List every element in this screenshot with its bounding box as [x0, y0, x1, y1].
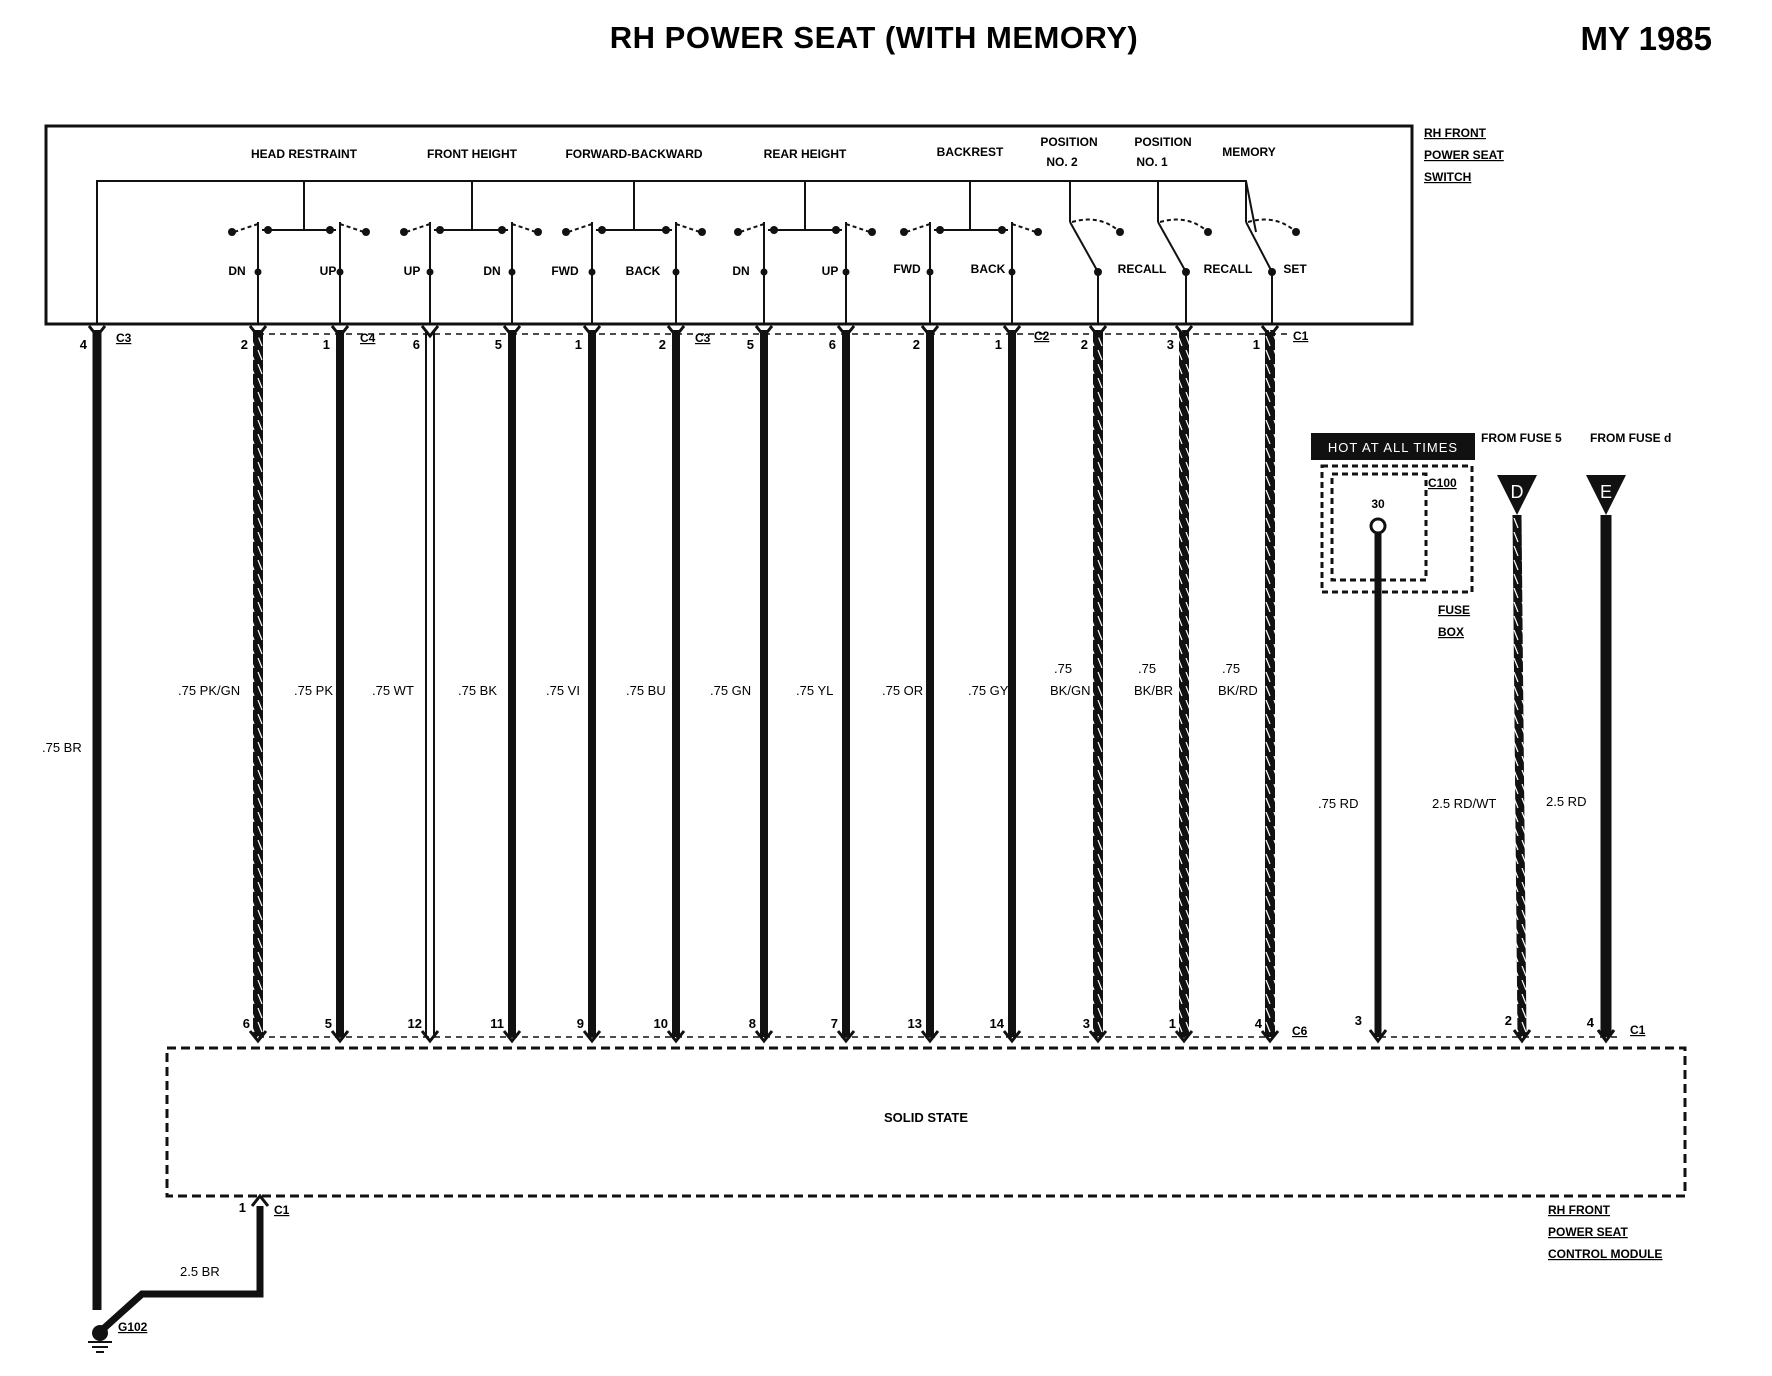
control-module-label: [1548, 1203, 1662, 1261]
ground-module-connector: C1: [274, 1203, 290, 1217]
wire-11-label: .75 GY: [968, 683, 1009, 698]
recall-label-1: RECALL: [1203, 262, 1253, 276]
wire-10-top-pin: 2: [912, 337, 920, 352]
wire-1-top-pin: 4: [79, 337, 87, 352]
dir-label-head-up: UP: [319, 264, 337, 278]
fuse-terminal-30: 30: [1371, 497, 1385, 511]
bottom-pin-power-4: 4: [1586, 1015, 1594, 1030]
wire-7-label: .75 BU: [626, 683, 666, 698]
wire-14: [1218, 326, 1278, 1041]
wire-11-bottom-pin: 14: [989, 1016, 1004, 1031]
ground-wire-label: 2.5 BR: [180, 1264, 220, 1279]
wire-4-top-pin: 6: [412, 337, 420, 352]
wire-label-power-rd-wt: 2.5 RD/WT: [1432, 796, 1497, 811]
top-connector-c1: C1: [1293, 329, 1309, 343]
position-1-label-line-1: POSITION: [1134, 135, 1192, 149]
switch-label-line-1: RH FRONT: [1424, 126, 1486, 140]
wire-9: [796, 326, 854, 1041]
ground-point: [92, 1325, 108, 1341]
bottom-connector-c1: C1: [1630, 1023, 1646, 1037]
wire-2-bottom-pin: 6: [242, 1016, 250, 1031]
top-connector-c3-left: C3: [116, 331, 132, 345]
wire-13-top-pin: 3: [1166, 337, 1174, 352]
wire-4-bottom-pin: 12: [407, 1016, 422, 1031]
switch-label-line-2: POWER SEAT: [1424, 148, 1504, 162]
wire-13-label-line-2: BK/BR: [1134, 683, 1174, 698]
top-connector-c4: C4: [360, 331, 376, 345]
top-connector-c3: C3: [695, 331, 711, 345]
wire-4-bottom-terminal: [422, 1031, 438, 1041]
switch-pair-5: [900, 181, 1042, 324]
wire-7: [626, 326, 684, 1041]
wire-13-bottom-pin: 1: [1168, 1016, 1176, 1031]
wire-12-top-pin: 2: [1080, 337, 1088, 352]
wire-8-bottom-pin: 8: [748, 1016, 756, 1031]
wire-13-label-line-1: .75: [1138, 661, 1157, 676]
group-label-head-restraint: HEAD RESTRAINT: [250, 147, 358, 161]
wire-6-bottom-pin: 9: [576, 1016, 584, 1031]
wire-6-label: .75 VI: [546, 683, 580, 698]
wire-5: [458, 326, 520, 1041]
wire-12-bottom-pin: 3: [1082, 1016, 1090, 1031]
wire-3: [294, 326, 348, 1041]
fuse-d-letter: D: [1510, 482, 1524, 502]
group-label-backrest: BACKREST: [936, 145, 1004, 159]
control-module-label-line-2: POWER SEAT: [1548, 1225, 1628, 1239]
bottom-connector-c6: C6: [1292, 1024, 1308, 1038]
recall-label-2: RECALL: [1117, 262, 1167, 276]
wire-12: [1050, 326, 1106, 1041]
switch-label: [1424, 126, 1504, 184]
from-fuse-5-label: FROM FUSE 5: [1481, 431, 1562, 445]
ground-module-pin: 1: [238, 1200, 246, 1215]
control-module-label-line-1: RH FRONT: [1548, 1203, 1610, 1217]
fuse-box-label-line-1: FUSE: [1438, 603, 1471, 617]
wire-11: [968, 326, 1020, 1041]
from-fuse-d-label: FROM FUSE d: [1590, 431, 1672, 445]
memory-switch-3: [1246, 181, 1300, 324]
wire-13: [1134, 326, 1192, 1041]
dir-label-head-dn: DN: [228, 264, 246, 278]
position-1-label-line-2: NO. 1: [1136, 155, 1168, 169]
memory-switch-2: [1158, 181, 1212, 324]
wire-14-top-pin: 1: [1252, 337, 1260, 352]
wire-6: [546, 326, 600, 1041]
group-label-forward-backward: FORWARD-BACKWARD: [565, 147, 703, 161]
switch-pair-1: [228, 181, 370, 324]
wire-14-label-line-2: BK/RD: [1218, 683, 1258, 698]
wire-3-top-pin: 1: [322, 337, 330, 352]
group-label-rear-height: REAR HEIGHT: [763, 147, 847, 161]
switch-pairs: [228, 181, 1042, 324]
dir-label-front-dn: DN: [483, 264, 501, 278]
switch-pair-2: [400, 181, 542, 324]
group-label-front-height: FRONT HEIGHT: [427, 147, 517, 161]
set-label: SET: [1283, 262, 1307, 276]
wire-5-top-pin: 5: [494, 337, 502, 352]
wire-9-top-pin: 6: [828, 337, 836, 352]
ground-name: G102: [118, 1320, 148, 1334]
wire-8-label: .75 GN: [710, 683, 752, 698]
memory-switch-1: [1070, 181, 1124, 324]
wire-5-label: .75 BK: [458, 683, 498, 698]
bottom-pin-power-2: 2: [1504, 1013, 1512, 1028]
wire-10: [882, 326, 938, 1041]
wire-8-top-pin: 5: [746, 337, 754, 352]
dir-label-fwd: FWD: [551, 264, 579, 278]
wire-3-bottom-pin: 5: [324, 1016, 332, 1031]
wire-14-bottom-pin: 4: [1254, 1016, 1262, 1031]
switch-pair-4: [734, 181, 876, 324]
fuse-terminal-circle: [1371, 519, 1385, 533]
wire-9-label: .75 YL: [796, 683, 834, 698]
wire-9-bottom-pin: 7: [830, 1016, 838, 1031]
wire-6-top-pin: 1: [574, 337, 582, 352]
memory-switches: [1070, 181, 1300, 324]
dir-label-backrest-back: BACK: [970, 262, 1006, 276]
switch-label-line-3: SWITCH: [1424, 170, 1472, 184]
position-2-label-line-1: POSITION: [1040, 135, 1098, 149]
dir-label-rear-dn: DN: [732, 264, 750, 278]
power-wire-rd-wt: [1517, 515, 1522, 1037]
wire-11-top-pin: 1: [994, 337, 1002, 352]
dir-label-back: BACK: [625, 264, 661, 278]
wire-1: [80, 326, 105, 1310]
wire-8: [710, 326, 772, 1041]
switch-pair-3: [562, 181, 706, 324]
wire-14-label-line-1: .75: [1222, 661, 1241, 676]
wire-10-bottom-pin: 13: [907, 1016, 922, 1031]
wire-2-label: .75 PK/GN: [178, 683, 241, 698]
wire-12-label-line-1: .75: [1054, 661, 1073, 676]
wire-2-top-pin: 2: [240, 337, 248, 352]
control-module-center-label: SOLID STATE: [883, 1110, 969, 1125]
wire-4-label: .75 WT: [372, 683, 414, 698]
wire-7-bottom-pin: 10: [653, 1016, 668, 1031]
wires: [80, 326, 1278, 1310]
wire-label-ground-br: .75 BR: [42, 740, 82, 755]
dir-label-front-up: UP: [403, 264, 421, 278]
wire-label-power-rd: .75 RD: [1318, 796, 1359, 811]
top-connector-c2: C2: [1034, 329, 1050, 343]
wire-7-top-pin: 2: [658, 337, 666, 352]
fuse-connector-c100: C100: [1428, 476, 1457, 490]
memory-label: MEMORY: [1222, 145, 1276, 159]
hot-at-all-times-label: HOT AT ALL TIMES: [1327, 440, 1459, 455]
fuse-box-label-line-2: BOX: [1438, 625, 1465, 639]
wire-10-label: .75 OR: [882, 683, 924, 698]
wire-12-label-line-2: BK/GN: [1050, 683, 1091, 698]
diagram-title: RH POWER SEAT (WITH MEMORY): [609, 20, 1139, 55]
model-year: MY 1985: [1580, 20, 1712, 57]
wire-3-label: .75 PK: [294, 683, 334, 698]
dir-label-backrest-fwd: FWD: [893, 262, 921, 276]
wire-2: [178, 326, 266, 1041]
fuse-e-letter: E: [1599, 482, 1613, 502]
bottom-pin-power-3: 3: [1354, 1013, 1362, 1028]
wire-5-bottom-pin: 11: [490, 1016, 504, 1031]
control-module-label-line-3: CONTROL MODULE: [1548, 1247, 1663, 1261]
wire-label-power-rd-heavy: 2.5 RD: [1546, 794, 1587, 809]
position-2-label-line-2: NO. 2: [1046, 155, 1078, 169]
wire-4: [372, 326, 438, 1041]
dir-label-rear-up: UP: [821, 264, 839, 278]
